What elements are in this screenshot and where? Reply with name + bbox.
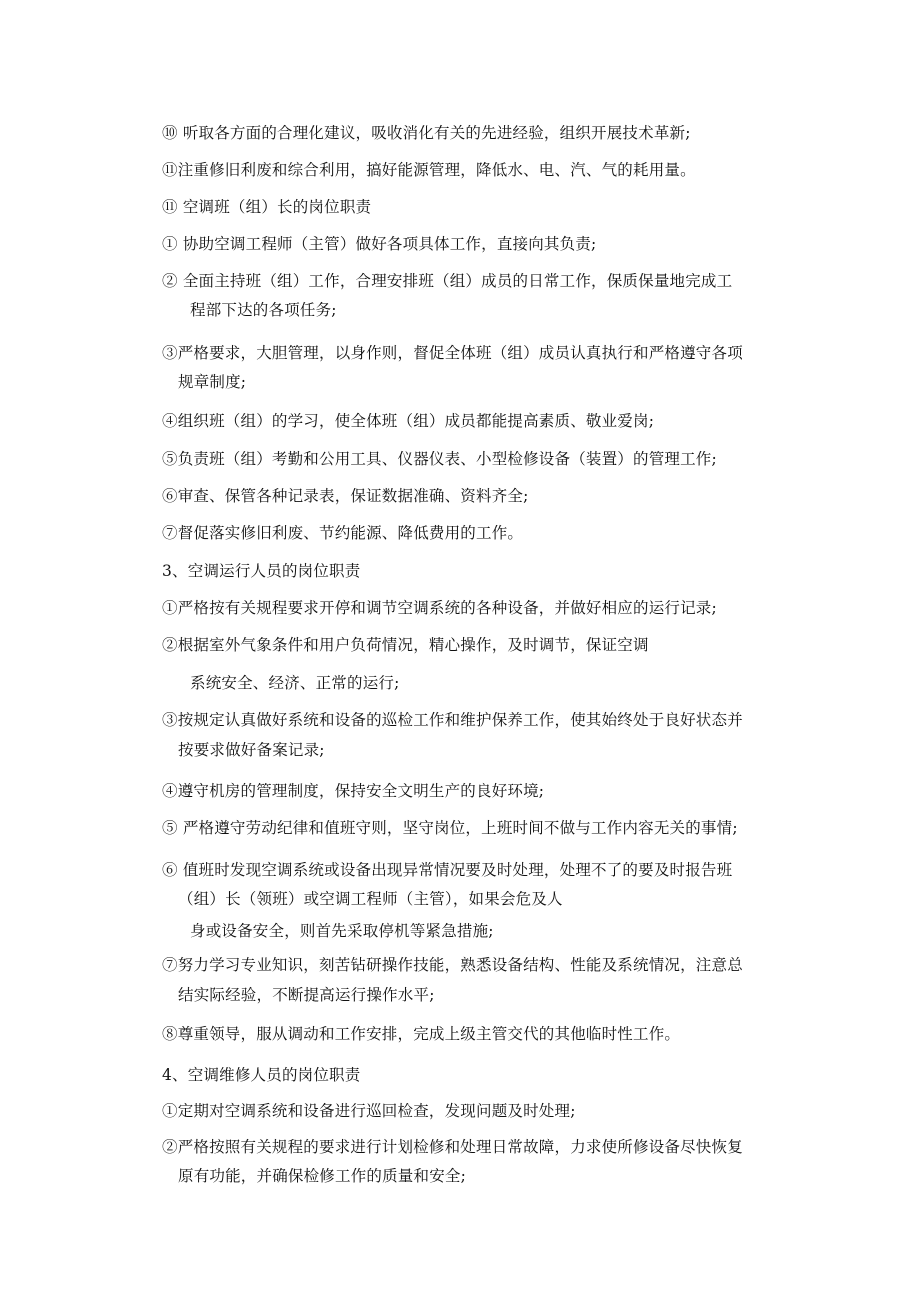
section-heading: ⑪ 空调班（组）长的岗位职责 xyxy=(162,198,372,216)
text-line: ⑪注重修旧利废和综合利用，搞好能源管理，降低水、电、汽、气的耗用量。 xyxy=(162,161,696,179)
text-line: ⑦督促落实修旧利废、节约能源、降低费用的工作。 xyxy=(162,524,524,542)
text-line: ④组织班（组）的学习，使全体班（组）成员都能提高素质、敬业爱岗; xyxy=(162,412,655,430)
text-line: ①严格按有关规程要求开停和调节空调系统的各种设备，并做好相应的运行记录; xyxy=(162,599,717,617)
text-line: ③严格要求，大胆管理，以身作则，督促全体班（组）成员认真执行和严格遵守各项 xyxy=(162,344,743,362)
text-line: ⑥审查、保管各种记录表，保证数据准确、资料齐全; xyxy=(162,487,529,505)
text-line: 系统安全、经济、正常的运行; xyxy=(190,674,400,692)
text-line: ⑩ 听取各方面的合理化建议，吸收消化有关的先进经验，组织开展技术革新; xyxy=(162,124,691,142)
text-line: 结实际经验，不断提高运行操作水平; xyxy=(178,986,435,1004)
text-line: ①定期对空调系统和设备进行巡回检查，发现问题及时处理; xyxy=(162,1102,576,1120)
text-line: 程部下达的各项任务; xyxy=(190,301,337,319)
text-line: ②根据室外气象条件和用户负荷情况，精心操作，及时调节，保证空调 xyxy=(162,636,649,654)
text-line: ④遵守机房的管理制度，保持安全文明生产的良好环境; xyxy=(162,782,545,800)
text-line: （组）长（领班）或空调工程师（主管），如果会危及人 xyxy=(178,890,563,908)
section-heading: 4、空调维修人员的岗位职责 xyxy=(162,1066,361,1084)
text-line: ⑧尊重领导，服从调动和工作安排，完成上级主管交代的其他临时性工作。 xyxy=(162,1025,681,1043)
text-line: ① 协助空调工程师（主管）做好各项具体工作，直接向其负责; xyxy=(162,235,597,253)
text-line: ② 全面主持班（组）工作，合理安排班（组）成员的日常工作，保质保量地完成工 xyxy=(162,272,733,290)
text-line: 规章制度; xyxy=(178,373,247,391)
text-line: 身或设备安全，则首先采取停机等紧急措施; xyxy=(190,922,494,940)
text-line: ⑥ 值班时发现空调系统或设备出现异常情况要及时处理，处理不了的要及时报告班 xyxy=(162,861,733,879)
section-heading: 3、空调运行人员的岗位职责 xyxy=(162,562,361,580)
text-line: 原有功能，并确保检修工作的质量和安全; xyxy=(178,1167,467,1185)
text-line: ②严格按照有关规程的要求进行计划检修和处理日常故障，力求使所修设备尽快恢复 xyxy=(162,1138,743,1156)
text-line: ⑤负责班（组）考勤和公用工具、仪器仪表、小型检修设备（装置）的管理工作; xyxy=(162,450,717,468)
text-line: ⑤ 严格遵守劳动纪律和值班守则，坚守岗位，上班时间不做与工作内容无关的事情; xyxy=(162,819,738,837)
text-line: ⑦努力学习专业知识，刻苦钻研操作技能，熟悉设备结构、性能及系统情况，注意总 xyxy=(162,956,743,974)
text-line: ③按规定认真做好系统和设备的巡检工作和维护保养工作，使其始终处于良好状态并 xyxy=(162,711,743,729)
text-line: 按要求做好备案记录; xyxy=(178,741,325,759)
